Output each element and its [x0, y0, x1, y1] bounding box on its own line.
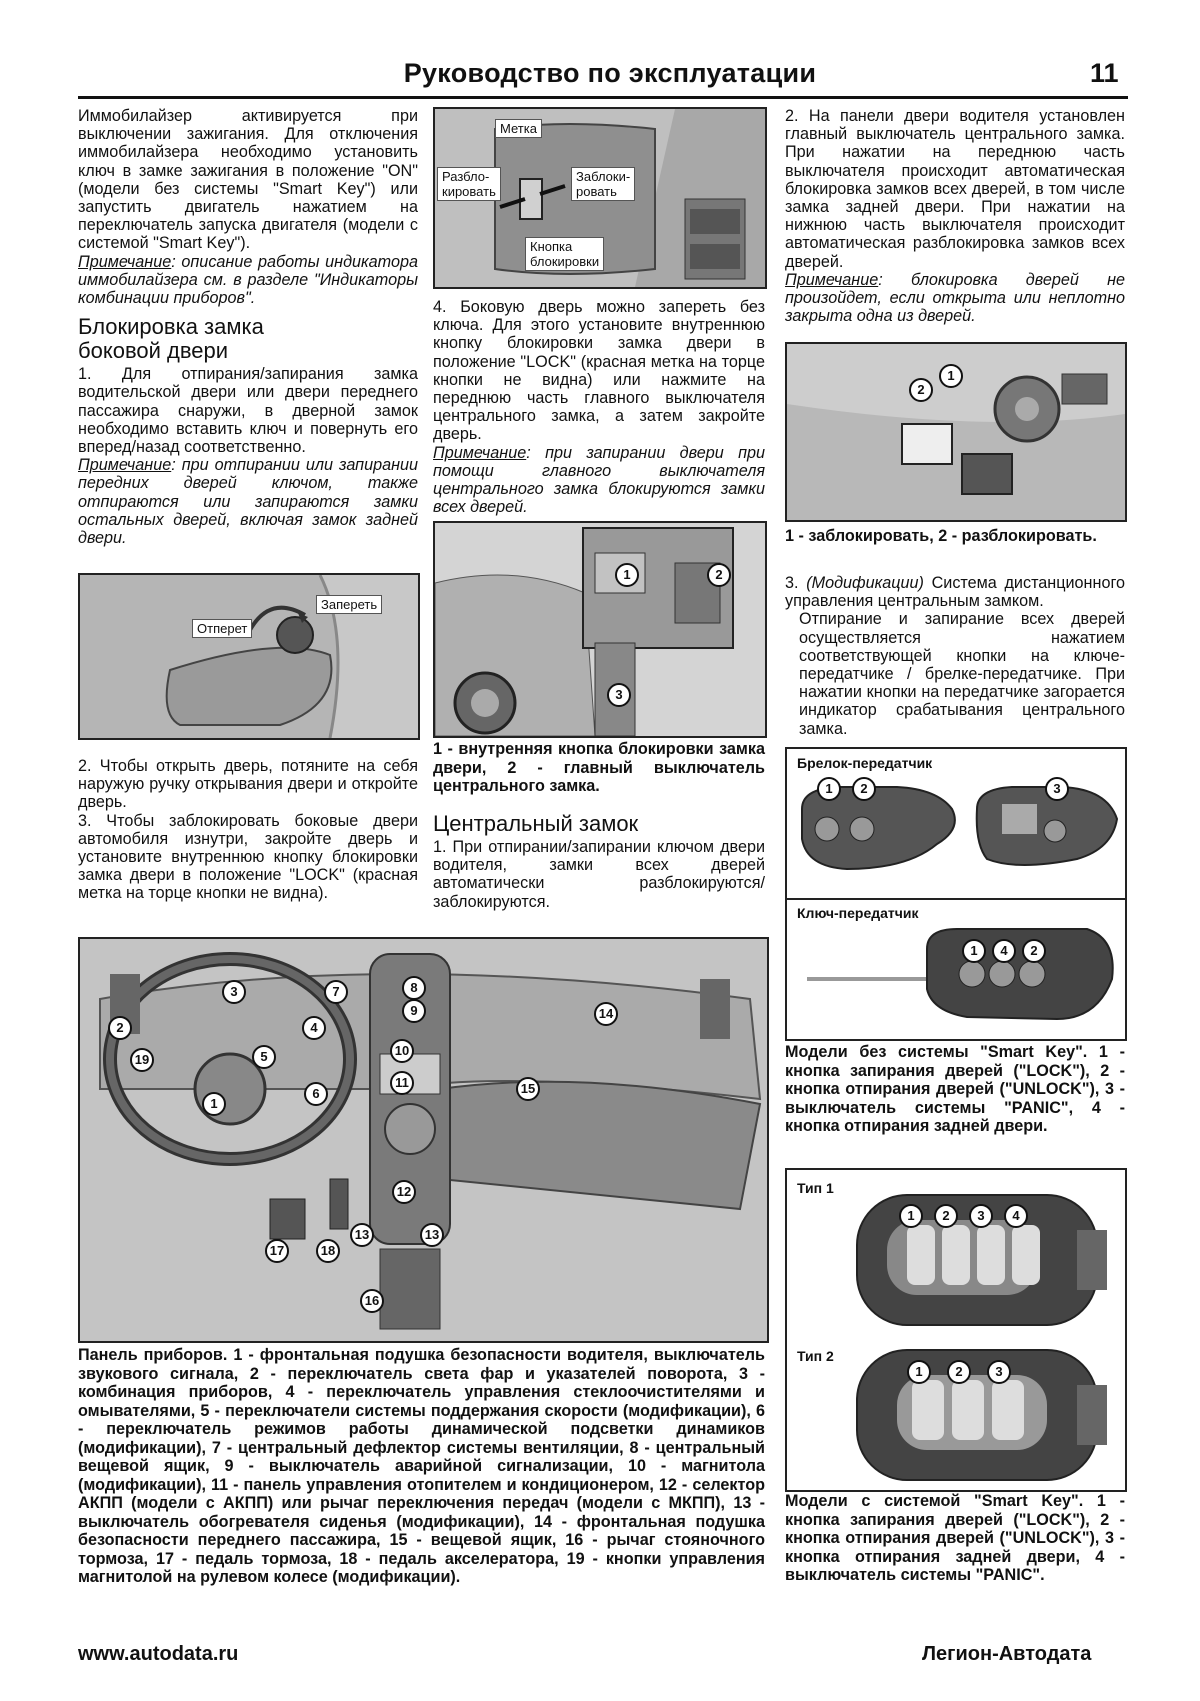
- marker-2: 2: [707, 563, 731, 587]
- paragraph: 1. При отпирании/запирании ключом двери водителя, замки всех дверей автоматически разблокируются/заблокируются.: [433, 838, 765, 911]
- paragraph: 2. Чтобы открыть дверь, потяните на себя наружую ручку открывания двери и откройте дверь.: [78, 757, 418, 812]
- paragraph: 3. (Модификации) Система дистанционного управления центральным замком.: [785, 574, 1125, 611]
- dashboard-caption: Панель приборов. 1 - фронтальная подушка безопасности водителя, выключатель звукового сигнала, 2 - переключатель света фар и указателей поворота, 3 - комбинация приборов, 4 - переключатель управления стеклоочистителями и омывателями, 5 - переключатели системы поддержания скорости (модификации), 6 - переключатель режимов работы динамической подсветки динамиков (модификации), 7 - центральный дефлектор системы вентиляции, 8 - центральный вещевой ящик, 9 - выключатель аварийной сигнализации, 10 - магнитола (модификации), 11 - панель управления отопителем и кондиционером, 12 - селектор АКПП (модели с АКПП) или рычаг переключения передач (модели с МКПП), 13 - выключатель обогревателя сиденья (модификации), 14 - фронтальная подушка безопасности переднего пассажира, 15 - вещевой ящик, 16 - рычаг стояночного тормоза, 17 - педаль тормоза, 18 - педаль акселератора, 19 - кнопки управления магнитолой на рулевом колесе (модификации).: [78, 1346, 765, 1586]
- paragraph: 1. Для отпирания/запирания замка водительской двери или двери переднего пассажира снаружи, в дверной замок необходимо вставить ключ и повернуть его вперед/назад соответственно.: [78, 365, 418, 457]
- page-number: 11: [1090, 58, 1119, 88]
- marker-15: 15: [516, 1077, 540, 1101]
- marker-10: 10: [390, 1039, 414, 1063]
- type-2-label: Тип 2: [797, 1348, 834, 1364]
- type-1-label: Тип 1: [797, 1180, 834, 1196]
- section-title: Центральный замок: [433, 811, 639, 836]
- marker-17: 17: [265, 1239, 289, 1263]
- figure-caption: Модели с системой "Smart Key". 1 - кнопка запирания дверей ("LOCK"), 2 - кнопка отпирания дверей ("UNLOCK"), 3 - кнопка отпирания задней двери, 4 - выключатель системы "PANIC".: [785, 1492, 1125, 1584]
- marker-1: 1: [899, 1204, 923, 1228]
- marker-1: 1: [907, 1360, 931, 1384]
- marker-4: 4: [1004, 1204, 1028, 1228]
- marker-16: 16: [360, 1289, 384, 1313]
- column-2-upper: [433, 298, 765, 516]
- marker-2: 2: [934, 1204, 958, 1228]
- marker-19: 19: [130, 1048, 154, 1072]
- column-3-mid: [785, 574, 1125, 738]
- note: Примечание: при запирании двери при помощи главного выключателя центрального замка блокируются замки всех дверей.: [433, 443, 765, 517]
- unlock-label: Разбло- кировать: [437, 167, 501, 201]
- footer-publisher: Легион-Автодата: [922, 1643, 1092, 1665]
- column-1-lower: [78, 757, 418, 903]
- column-2-lower: [433, 812, 765, 911]
- paragraph: Отпирание и запирание всех дверей осуществляется нажатием соответствующей кнопки на ключе-передатчике / брелке-передатчике. При нажатии кнопки на передатчике загорается индикатор срабатывания центрального замка.: [799, 610, 1125, 738]
- marker-3: 3: [1045, 777, 1069, 801]
- marker-12: 12: [392, 1180, 416, 1204]
- figure-central-lock-switch: [785, 342, 1127, 522]
- header-rule: [78, 96, 1128, 99]
- paragraph: 4. Боковую дверь можно запереть без ключа. Для этого установите внутреннюю кнопку блокировки замка двери в положение "LOCK" (красная метка на торце кнопки не видна) или нажмите на переднюю часть главного выключателя центрального замка, а затем закройте дверь.: [433, 298, 765, 444]
- marker-2: 2: [909, 378, 933, 402]
- note: Примечание: описание работы индикатора иммобилайзера см. в разделе "Индикаторы комбинации приборов".: [78, 252, 418, 308]
- lock-label: Запереть: [316, 595, 382, 614]
- marker-3: 3: [987, 1360, 1011, 1384]
- figure-door-lock-button: [433, 107, 767, 289]
- dashboard-illustration: [80, 939, 767, 1341]
- figure-door-interior: [433, 521, 767, 738]
- marker-18: 18: [316, 1239, 340, 1263]
- marker-3: 3: [607, 683, 631, 707]
- paragraph: 2. На панели двери водителя установлен главный выключатель центрального замка. При нажатии на переднюю часть выключателя происходит автоматическая блокировка замков всех дверей, в том числе замка задней двери. При нажатии на нижнюю часть выключателя происходит автоматическая разблокировка замков всех дверей.: [785, 107, 1125, 271]
- marker-14: 14: [594, 1002, 618, 1026]
- marker-4: 4: [992, 939, 1016, 963]
- marker-5: 5: [252, 1045, 276, 1069]
- marker-1: 1: [962, 939, 986, 963]
- marker-3: 3: [222, 980, 246, 1004]
- lock-label: Заблоки- ровать: [571, 167, 635, 201]
- page-header-title: Руководство по эксплуатации: [403, 58, 817, 88]
- marker-3: 3: [969, 1204, 993, 1228]
- marker-9: 9: [402, 999, 426, 1023]
- marker-13: 13: [420, 1223, 444, 1247]
- button-label: Кнопка блокировки: [525, 237, 604, 271]
- marker-13: 13: [350, 1223, 374, 1247]
- marker-1: 1: [939, 364, 963, 388]
- figure-door-key-lock: [78, 573, 420, 740]
- note: Примечание: при отпирании или запирании передних дверей ключом, также отпираются или запираются замки остальных дверей, включая замок задней двери.: [78, 456, 418, 548]
- column-3-upper: [785, 107, 1125, 325]
- marker-2: 2: [1022, 939, 1046, 963]
- marker-6: 6: [304, 1082, 328, 1106]
- marker-1: 1: [202, 1092, 226, 1116]
- figure-caption: 1 - внутренняя кнопка блокировки замка двери, 2 - главный выключатель центрального замка.: [433, 740, 765, 795]
- note: Примечание: блокировка дверей не произойдет, если открыта или неплотно закрыта одна из дверей.: [785, 270, 1125, 326]
- fob-title: Брелок-передатчик: [797, 755, 933, 771]
- figure-dashboard: [78, 937, 769, 1343]
- marker-1: 1: [817, 777, 841, 801]
- figure-remote-keys: [785, 747, 1127, 1041]
- marker-2: 2: [852, 777, 876, 801]
- marker-4: 4: [302, 1016, 326, 1040]
- key-title: Ключ-передатчик: [797, 905, 919, 921]
- unlock-label: Отперет: [192, 619, 252, 638]
- paragraph: Иммобилайзер активируется при выключении зажигания. Для отключения иммобилайзера необходимо установить ключ в замке зажигания в положение "ON" (модели без системы "Smart Key") или запустить двигатель нажатием на переключатель запуска двигателя (модели с системой "Smart Key").: [78, 107, 418, 253]
- door-interior-illustration: [435, 523, 765, 736]
- marker-2: 2: [947, 1360, 971, 1384]
- marker-1: 1: [615, 563, 639, 587]
- figure-smart-keys: [785, 1168, 1127, 1492]
- figure-caption: Модели без системы "Smart Key". 1 - кнопка запирания дверей ("LOCK"), 2 - кнопка отпирания дверей ("UNLOCK"), 3 - выключатель системы "PANIC", 4 - кнопка отпирания задней двери.: [785, 1043, 1125, 1135]
- marker-2: 2: [108, 1016, 132, 1040]
- column-1-upper: [78, 107, 418, 547]
- figure-caption: 1 - заблокировать, 2 - разблокировать.: [785, 527, 1097, 545]
- marker-8: 8: [402, 976, 426, 1000]
- marker-11: 11: [390, 1071, 414, 1095]
- marker-7: 7: [324, 980, 348, 1004]
- paragraph: 3. Чтобы заблокировать боковые двери автомобиля изнутри, закройте дверь и установите внутреннюю кнопку блокировки замка двери в положение "LOCK" (красная метка на торце кнопки не видна).: [78, 811, 418, 903]
- mark-label: Метка: [495, 119, 542, 138]
- section-title: Блокировка замка боковой двери: [78, 314, 264, 364]
- footer-website: www.autodata.ru: [78, 1643, 239, 1665]
